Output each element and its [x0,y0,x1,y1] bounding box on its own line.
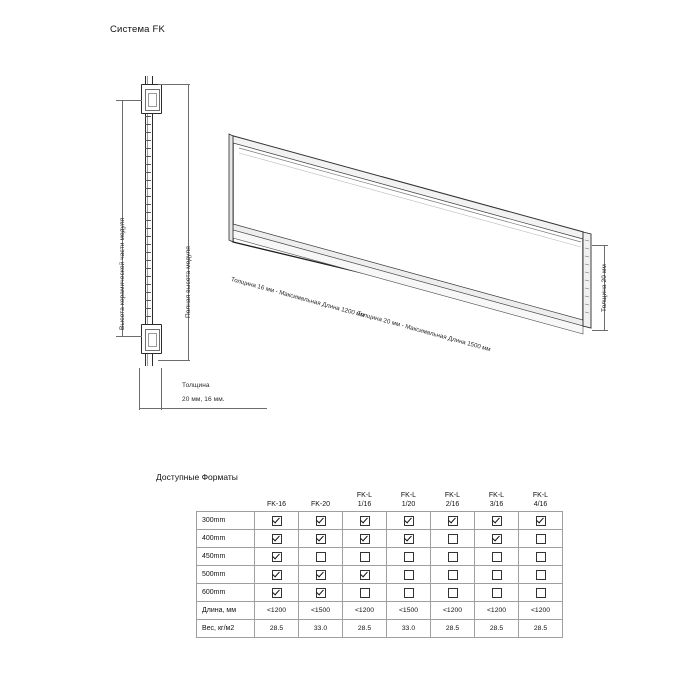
availability-checkbox-cell [255,530,299,548]
availability-checkbox-cell [299,584,343,602]
availability-checkbox-cell [519,566,563,584]
checked-box-icon [272,534,282,544]
value-cell: <1200 [519,602,563,620]
value-cell: 28.5 [343,620,387,638]
checked-box-icon [272,588,282,598]
profile-body [139,76,161,366]
availability-checkbox-cell [431,584,475,602]
availability-checkbox-cell [475,566,519,584]
availability-checkbox-cell [255,584,299,602]
table-header-row [197,487,563,512]
profile-top-cap [141,84,162,114]
page-title: Система FK [110,24,166,35]
col-head-fk16: FK-16 [266,500,287,508]
table-row [197,620,563,638]
dim-thickness-value: 20 мм, 16 мм. [182,396,225,403]
availability-checkbox-cell [343,548,387,566]
availability-checkbox-cell [255,512,299,530]
availability-checkbox-cell [255,548,299,566]
row-label: 300mm [197,512,255,530]
empty-box-icon [536,552,546,562]
availability-checkbox-cell [519,584,563,602]
value-cell: <1200 [255,602,299,620]
empty-box-icon [448,534,458,544]
dim-module-height-label: Высота керамической части модуля [119,217,126,330]
availability-checkbox-cell [475,512,519,530]
empty-box-icon [316,552,326,562]
row-label: 400mm [197,530,255,548]
checked-box-icon [272,516,282,526]
checked-box-icon [316,516,326,526]
row-label: 600mm [197,584,255,602]
value-cell: <1500 [299,602,343,620]
availability-checkbox-cell [255,566,299,584]
panel-left-cap [229,134,233,242]
table-row [197,548,563,566]
col-head-fkl-1-16: FK-L 1/16 [356,492,373,508]
formats-title: Доступные Форматы [156,472,238,482]
availability-checkbox-cell [299,530,343,548]
availability-checkbox-cell [431,566,475,584]
empty-box-icon [360,588,370,598]
table-body [197,512,563,638]
availability-checkbox-cell [475,548,519,566]
checked-box-icon [360,570,370,580]
col-head-fkl-2-16: FK-L 2/16 [444,492,461,508]
value-cell: <1200 [431,602,475,620]
availability-checkbox-cell [475,530,519,548]
table-row [197,530,563,548]
row-label: 450mm [197,548,255,566]
col-head-fkl-1-20: FK-L 1/20 [400,492,417,508]
table-corner-cell [197,487,255,512]
checked-box-icon [492,534,502,544]
checked-box-icon [404,516,414,526]
availability-checkbox-cell [387,548,431,566]
value-cell: 28.5 [255,620,299,638]
availability-checkbox-cell [387,566,431,584]
col-head-fkl-4-16: FK-L 4/16 [532,492,549,508]
empty-box-icon [404,588,414,598]
checked-box-icon [316,570,326,580]
availability-checkbox-cell [299,512,343,530]
row-label: 500mm [197,566,255,584]
empty-box-icon [448,588,458,598]
value-cell: <1200 [475,602,519,620]
checked-box-icon [316,588,326,598]
empty-box-icon [404,570,414,580]
availability-checkbox-cell [431,548,475,566]
availability-checkbox-cell [387,512,431,530]
dim-panel-thickness-right: Толщина 20 мм [601,264,608,312]
dim-full-height-label: Полная высота модуля [185,246,192,318]
empty-box-icon [448,552,458,562]
table-row [197,566,563,584]
table-row [197,602,563,620]
checked-box-icon [492,516,502,526]
checked-box-icon [360,516,370,526]
checked-box-icon [360,534,370,544]
empty-box-icon [360,552,370,562]
value-cell: 28.5 [519,620,563,638]
col-head-fk20: FK-20 [310,500,331,508]
dim-thickness-label: Толщина [182,382,210,389]
checked-box-icon [316,534,326,544]
value-cell: 33.0 [299,620,343,638]
empty-box-icon [492,588,502,598]
value-cell: 33.0 [387,620,431,638]
empty-box-icon [536,588,546,598]
checked-box-icon [448,516,458,526]
profile-centerline [147,76,148,366]
availability-checkbox-cell [299,548,343,566]
availability-checkbox-cell [519,530,563,548]
value-cell: <1500 [387,602,431,620]
profile-bottom-cap [141,324,162,354]
empty-box-icon [492,552,502,562]
availability-checkbox-cell [343,530,387,548]
col-head-fkl-3-16: FK-L 3/16 [488,492,505,508]
checked-box-icon [536,516,546,526]
value-cell: 28.5 [431,620,475,638]
row-label: Вес, кг/м2 [197,620,255,638]
value-cell: <1200 [343,602,387,620]
panel-annotation-right: Толщина 20 мм - Максимальная Длина 1500 мм [356,310,492,354]
availability-checkbox-cell [387,584,431,602]
availability-checkbox-cell [519,512,563,530]
table-row [197,512,563,530]
availability-checkbox-cell [387,530,431,548]
availability-checkbox-cell [431,512,475,530]
availability-checkbox-cell [343,512,387,530]
checked-box-icon [272,552,282,562]
table-row [197,584,563,602]
availability-checkbox-cell [519,548,563,566]
panel-right-cap [583,232,591,328]
formats-table [196,487,563,638]
empty-box-icon [536,570,546,580]
empty-box-icon [448,570,458,580]
availability-checkbox-cell [431,530,475,548]
availability-checkbox-cell [343,566,387,584]
availability-checkbox-cell [343,584,387,602]
availability-checkbox-cell [475,584,519,602]
empty-box-icon [404,552,414,562]
empty-box-icon [536,534,546,544]
value-cell: 28.5 [475,620,519,638]
row-label: Длина, мм [197,602,255,620]
empty-box-icon [492,570,502,580]
availability-checkbox-cell [299,566,343,584]
checked-box-icon [272,570,282,580]
panel-annotation-left: Толщина 16 мм - Максимальная Длина 1200 мм [230,276,366,320]
checked-box-icon [404,534,414,544]
